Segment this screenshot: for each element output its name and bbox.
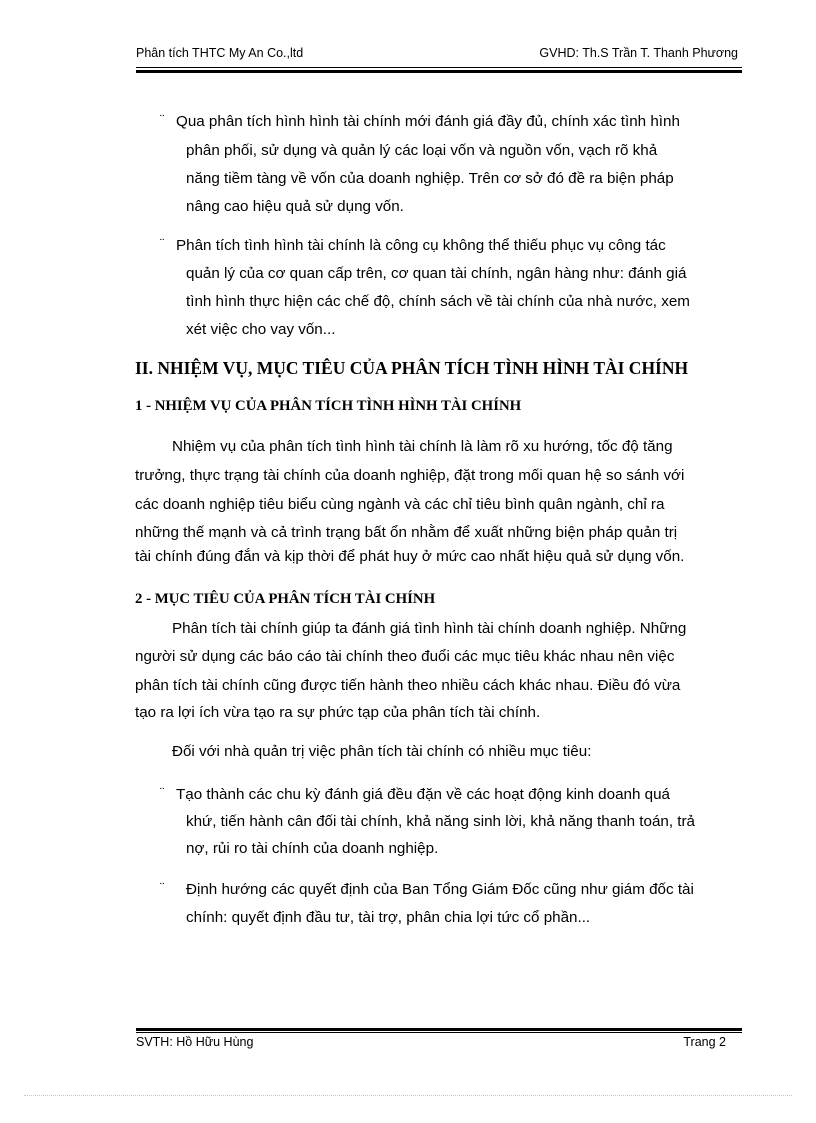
subsection2-line4: tạo ra lợi ích vừa tạo ra sự phức tạp của phân tích tài chính. (135, 704, 541, 721)
footer-rule-thick (136, 1028, 742, 1031)
header-left-text: Phân tích THTC My An Co.,ltd (136, 46, 304, 60)
page-number: Trang 2 (683, 1035, 726, 1049)
page-edge-divider (24, 1095, 792, 1096)
bullet-marker: ¨ (160, 880, 165, 895)
subsection1-title: 1 - NHIỆM VỤ CỦA PHÂN TÍCH TÌNH HÌNH TÀI CHÍNH (135, 398, 522, 414)
footer-left-text: SVTH: Hồ Hữu Hùng (136, 1035, 254, 1049)
subsection1-line3: các doanh nghiệp tiêu biểu cùng ngành và các chỉ tiêu bình quân ngành, chỉ ra (135, 496, 665, 513)
goal1-line1: Tạo thành các chu kỳ đánh giá đều đặn về các hoạt động kinh doanh quá (176, 786, 670, 803)
goal2-line1: Định hướng các quyết định của Ban Tổng Giám Đốc cũng như giám đốc tài (186, 881, 694, 898)
subsection2-line3: phân tích tài chính cũng được tiến hành theo nhiều cách khác nhau. Điều đó vừa (135, 677, 681, 694)
bullet1-line2: phân phối, sử dụng và quản lý các loại vốn và nguồn vốn, vạch rõ khả (186, 142, 658, 159)
subsection1-line4: những thế mạnh và cả trình trạng bất ổn nhằm để xuất những biện pháp quản trị (135, 524, 678, 541)
bullet1-line1: Qua phân tích hình hình tài chính mới đánh giá đầy đủ, chính xác tình hình (176, 113, 680, 130)
subsection2-intro: Đối với nhà quản trị việc phân tích tài chính có nhiều mục tiêu: (172, 743, 592, 760)
bullet2-line3: tình hình thực hiện các chế độ, chính sách về tài chính của nhà nước, xem (186, 293, 690, 310)
subsection1-line5: tài chính đúng đắn và kịp thời để phát huy ở mức cao nhất hiệu quả sử dụng vốn. (135, 548, 685, 565)
page-header (136, 46, 742, 68)
goal1-line2: khứ, tiến hành cân đối tài chính, khả năng sinh lời, khả năng thanh toán, trả (186, 813, 696, 830)
subsection2-title: 2 - MỤC TIÊU CỦA PHÂN TÍCH TÀI CHÍNH (135, 591, 436, 607)
bullet2-line1: Phân tích tình hình tài chính là công cụ không thể thiếu phục vụ công tác (176, 237, 666, 254)
footer-rule-thin (136, 1032, 742, 1033)
bullet-marker: ¨ (160, 785, 165, 800)
header-right-text: GVHD: Th.S Trần T. Thanh Phương (539, 46, 738, 60)
bullet1-line3: năng tiềm tàng về vốn của doanh nghiệp. Trên cơ sở đó đề ra biện pháp (186, 170, 674, 187)
bullet2-line2: quản lý của cơ quan cấp trên, cơ quan tài chính, ngân hàng như: đánh giá (186, 265, 687, 282)
subsection1-line1: Nhiệm vụ của phân tích tình hình tài chính là làm rõ xu hướng, tốc độ tăng (172, 438, 673, 455)
goal1-line3: nợ, rủi ro tài chính của doanh nghiệp. (186, 840, 439, 857)
subsection1-line2: trưởng, thực trạng tài chính của doanh nghiệp, đặt trong mối quan hệ so sánh với (135, 467, 685, 484)
subsection2-line2: người sử dụng các báo cáo tài chính theo đuổi các mục tiêu khác nhau nên việc (135, 648, 675, 665)
goal2-line2: chính: quyết định đầu tư, tài trợ, phân chia lợi tức cổ phần... (186, 909, 591, 926)
bullet-marker: ¨ (160, 236, 165, 251)
header-rule-thick (136, 70, 742, 73)
bullet2-line4: xét việc cho vay vốn... (186, 321, 336, 338)
section-title: II. NHIỆM VỤ, MỤC TIÊU CỦA PHÂN TÍCH TÌNH HÌNH TÀI CHÍNH (135, 358, 689, 378)
bullet1-line4: nâng cao hiệu quả sử dụng vốn. (186, 198, 404, 215)
subsection2-line1: Phân tích tài chính giúp ta đánh giá tình hình tài chính doanh nghiệp. Những (172, 620, 687, 637)
bullet-marker: ¨ (160, 112, 165, 127)
header-rule-thin (136, 67, 742, 68)
